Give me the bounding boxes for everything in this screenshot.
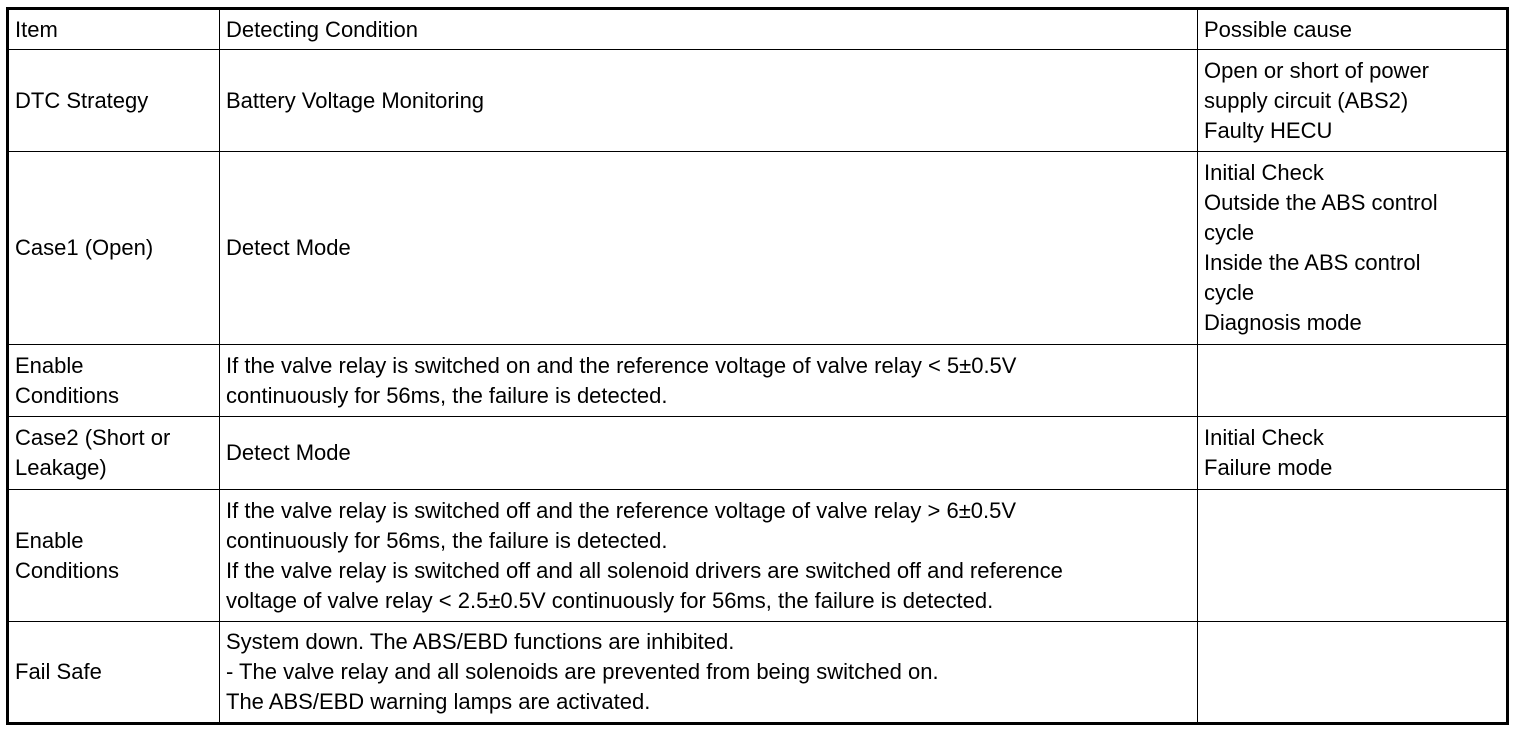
item-line: Case2 (Short or (15, 425, 171, 450)
condition-cell (220, 345, 1198, 417)
condition-line: If the valve relay is switched on and the reference voltage of valve relay < 5±0.5V (226, 352, 1017, 378)
item-line: Case1 (Open) (15, 235, 154, 260)
condition-line: Detect Mode (226, 235, 351, 260)
condition-cell (220, 152, 1198, 345)
item-line: Conditions (15, 557, 119, 583)
cause-line: Open or short of power (1204, 57, 1430, 83)
cause-cell (1198, 50, 1508, 152)
item-cell (8, 345, 220, 417)
cause-line: Diagnosis mode (1204, 310, 1362, 335)
condition-line: voltage of valve relay < 2.5±0.5V continuously for 56ms, the failure is detected. (226, 587, 994, 613)
item-line: Fail Safe (15, 659, 102, 684)
table-row (8, 152, 1508, 345)
condition-line: If the valve relay is switched off and the reference voltage of valve relay > 6±0.5V (226, 497, 1017, 523)
condition-line: System down. The ABS/EBD functions are inhibited. (226, 629, 735, 654)
item-cell (8, 490, 220, 622)
cause-cell (1198, 345, 1508, 417)
condition-line: - The valve relay and all solenoids are prevented from being switched on. (226, 659, 939, 684)
condition-line: Battery Voltage Monitoring (226, 87, 485, 113)
condition-cell (220, 622, 1198, 724)
item-line: Leakage) (15, 455, 107, 480)
cause-line: supply circuit (ABS2) (1204, 87, 1409, 113)
condition-line: continuously for 56ms, the failure is detected. (226, 527, 668, 553)
cause-cell (1198, 417, 1508, 490)
item-cell (8, 622, 220, 724)
item-cell (8, 50, 220, 152)
cause-line: Inside the ABS control (1204, 250, 1421, 275)
condition-line: The ABS/EBD warning lamps are activated. (226, 689, 651, 714)
item-cell (8, 152, 220, 345)
condition-line: continuously for 56ms, the failure is detected. (226, 382, 668, 408)
item-line: Enable (15, 527, 84, 553)
table-row (8, 417, 1508, 490)
condition-cell (220, 490, 1198, 622)
condition-line: If the valve relay is switched off and all solenoid drivers are switched off and reference (226, 557, 1063, 583)
table-row (8, 622, 1508, 724)
table-row (8, 345, 1508, 417)
condition-cell (220, 50, 1198, 152)
cause-line: cycle (1204, 280, 1255, 305)
table-row (8, 490, 1508, 622)
table-row (8, 50, 1508, 152)
header-detecting-condition: Detecting Condition (220, 9, 1198, 50)
cause-line: cycle (1204, 220, 1255, 245)
item-line: Enable (15, 352, 84, 378)
header-row (8, 9, 1508, 50)
cause-line: Failure mode (1204, 455, 1333, 480)
header-item: Item (8, 9, 220, 50)
cause-cell (1198, 490, 1508, 622)
condition-line: Detect Mode (226, 440, 351, 465)
cause-line: Initial Check (1204, 425, 1324, 450)
cause-cell (1198, 622, 1508, 724)
condition-cell (220, 417, 1198, 490)
cause-cell (1198, 152, 1508, 345)
cause-line: Outside the ABS control (1204, 190, 1438, 215)
dtc-table (6, 7, 1509, 725)
cause-line: Initial Check (1204, 160, 1324, 185)
header-possible-cause: Possible cause (1198, 9, 1508, 50)
item-cell (8, 417, 220, 490)
cause-line: Faulty HECU (1204, 117, 1333, 143)
item-line: Conditions (15, 382, 119, 408)
item-line: DTC Strategy (15, 87, 149, 113)
